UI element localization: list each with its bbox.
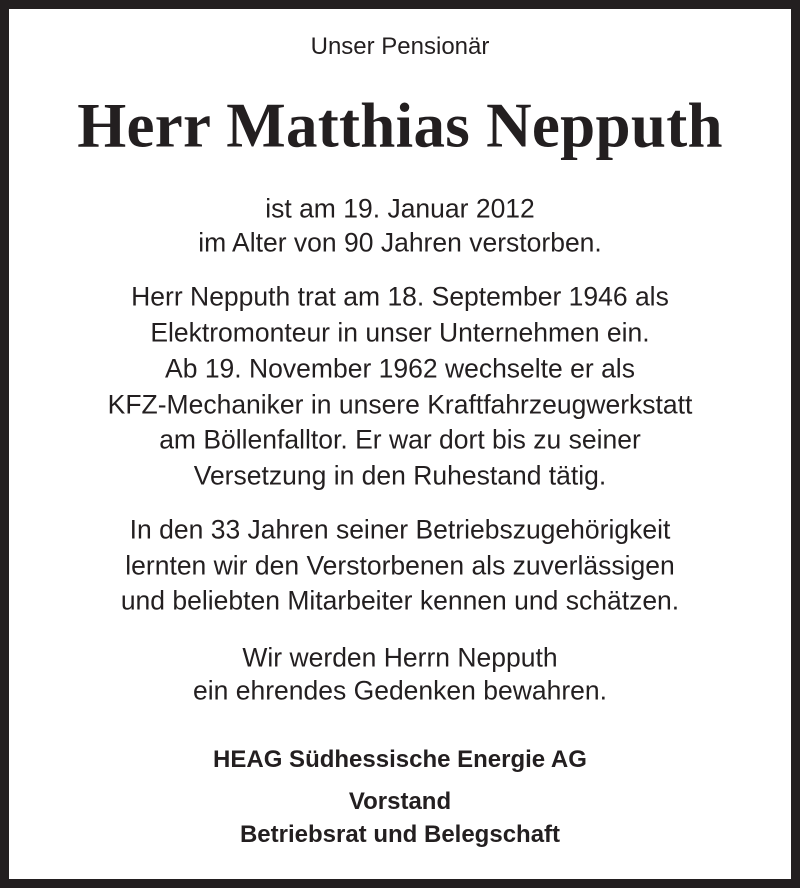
intro-line: Unser Pensionär	[310, 33, 490, 60]
text-line: Elektromonteur in unser Unternehmen ein.	[150, 317, 650, 348]
text-line: am Böllenfalltor. Er war dort bis zu seiner	[159, 424, 641, 455]
text-line: KFZ-Mechaniker in unsere Kraftfahrzeugwerkstatt	[107, 389, 693, 420]
text-line: ein ehrendes Gedenken bewahren.	[193, 675, 607, 706]
text-line: lernten wir den Verstorbenen als zuverlässigen	[125, 550, 675, 581]
text-line: und beliebten Mitarbeiter kennen und schätzen.	[120, 585, 680, 616]
text-line: Ab 19. November 1962 wechselte er als	[165, 353, 635, 384]
text-line: Wir werden Herrn Nepputh	[242, 642, 558, 673]
text-line: Versetzung in den Ruhestand tätig.	[193, 460, 607, 491]
text-line: In den 33 Jahren seiner Betriebszugehörigkeit	[129, 514, 671, 545]
text-line: ist am 19. Januar 2012	[265, 193, 535, 224]
signature-staff: Betriebsrat und Belegschaft	[239, 821, 561, 848]
deceased-name: Herr Matthias Nepputh	[77, 90, 723, 161]
signature-company: HEAG Südhessische Energie AG	[213, 746, 587, 773]
signature-board: Vorstand	[348, 788, 452, 815]
text-line: Herr Nepputh trat am 18. September 1946 als	[131, 281, 669, 312]
text-line: im Alter von 90 Jahren verstorben.	[198, 227, 602, 258]
